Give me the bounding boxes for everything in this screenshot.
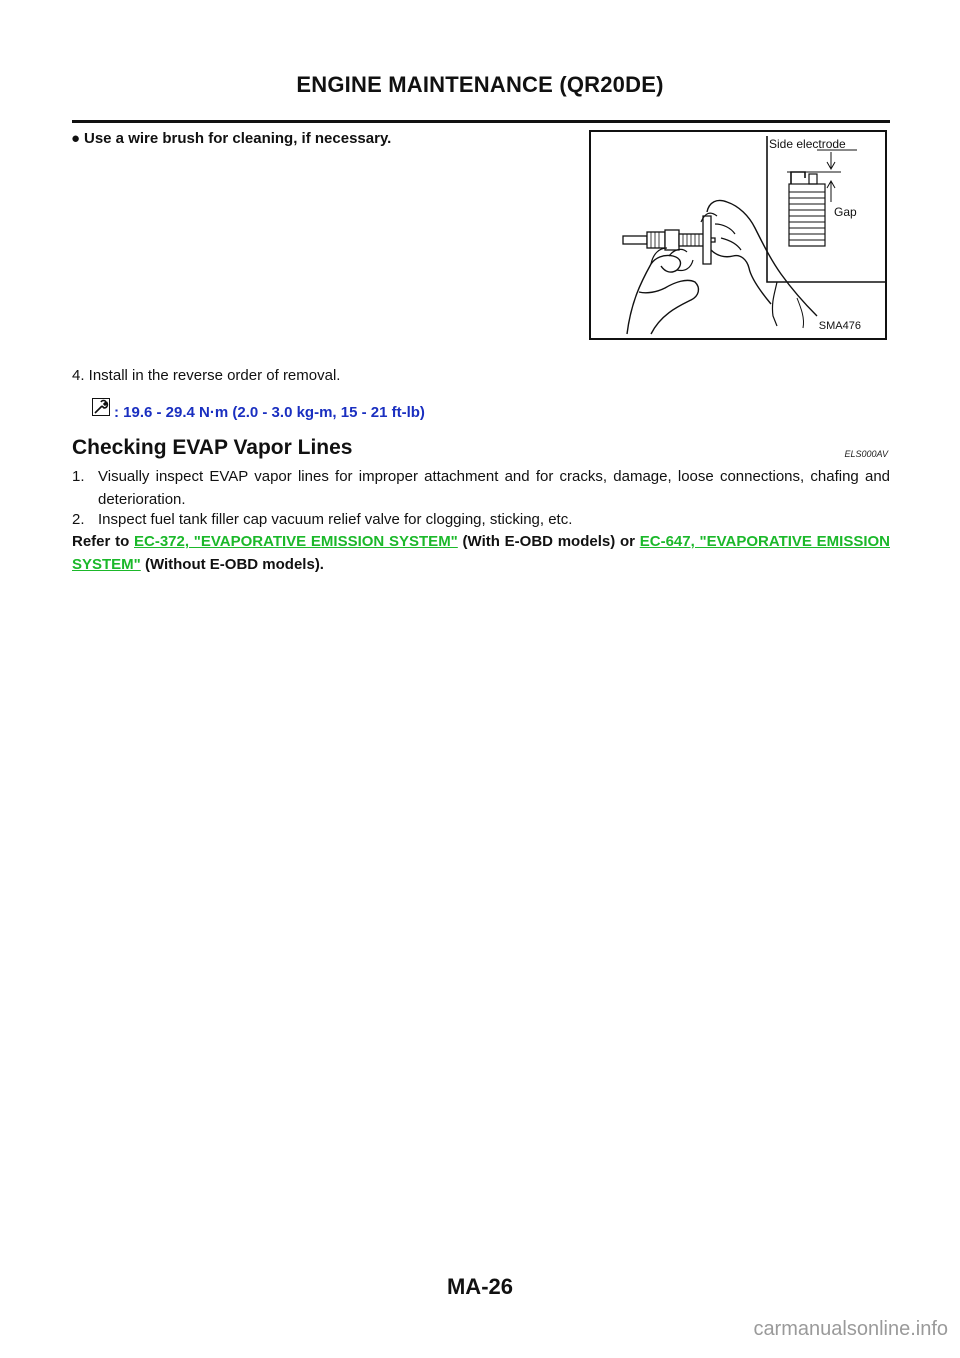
section-heading: Checking EVAP Vapor Lines: [72, 436, 353, 459]
list-item-number: 2.: [72, 511, 85, 528]
page-title: ENGINE MAINTENANCE (QR20DE): [296, 72, 664, 97]
bullet-item: [71, 130, 392, 147]
page-number: MA-26: [446, 1274, 513, 1299]
spark-plug-figure: [589, 130, 887, 340]
list-item-text: Visually inspect EVAP vapor lines for improper attachment and for cracks, damage, loose connections, chafing and deterioration.: [98, 468, 890, 508]
torque-spec: [114, 404, 425, 421]
torque-value: : 19.6 - 29.4 N·m (2.0 - 3.0 kg-m, 15 - 21 ft-lb): [114, 404, 425, 421]
reference-paragraph: [72, 530, 890, 576]
list-item-number: 1.: [72, 468, 85, 485]
refer-mid: (With E-OBD models) or: [457, 533, 640, 550]
torque-wrench-icon: [92, 398, 110, 420]
section-code: ELS000AV: [844, 449, 888, 459]
side-electrode-label: Side electrode: [769, 137, 846, 151]
step-4: 4. Install in the reverse order of removal.: [72, 367, 341, 384]
refer-suffix: (Without E-OBD models).: [140, 556, 324, 573]
title-rule: [72, 120, 890, 123]
gap-label: Gap: [834, 205, 857, 219]
spark-plug-illustration: [591, 132, 885, 338]
link-ec-647[interactable]: EC-647, "EVAPORATIVE EMISSION SYSTEM": [72, 533, 890, 573]
list-item: [72, 465, 890, 511]
figure-code: SMA476: [818, 320, 861, 332]
bullet-text: Use a wire brush for cleaning, if necessary.: [84, 130, 392, 147]
list-item-text: Inspect fuel tank filler cap vacuum relief valve for clogging, sticking, etc.: [98, 511, 573, 528]
watermark: carmanualsonline.info: [753, 1318, 948, 1340]
list-item: [72, 508, 890, 531]
link-ec-372[interactable]: EC-372, "EVAPORATIVE EMISSION SYSTEM": [134, 533, 458, 550]
refer-prefix: Refer to: [72, 533, 134, 550]
bullet-icon: ●: [71, 130, 81, 147]
